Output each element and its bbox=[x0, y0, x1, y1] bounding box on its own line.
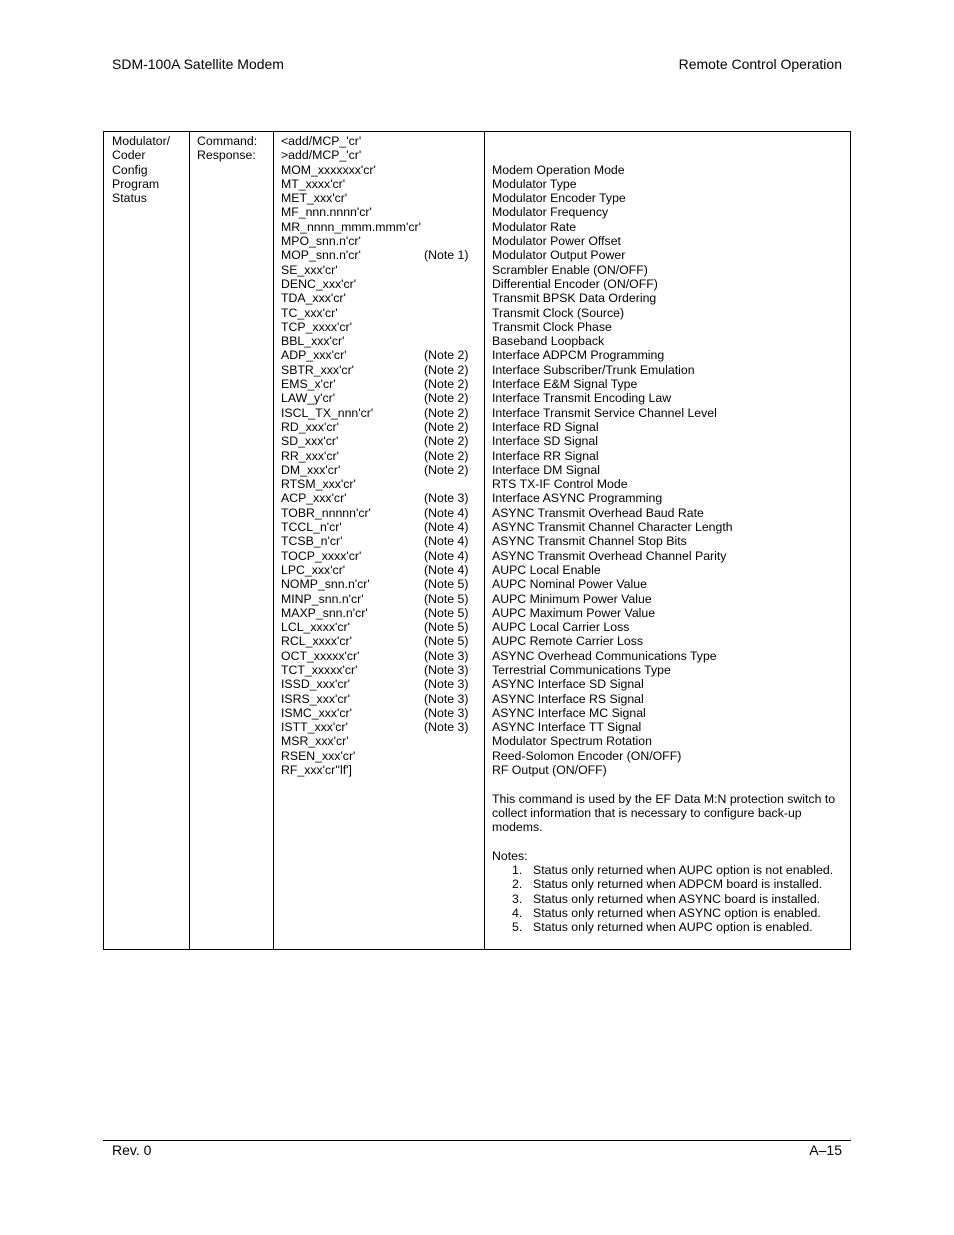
command-text: TCCL_n'cr' bbox=[281, 520, 342, 535]
note-number: 4. bbox=[512, 906, 523, 921]
description-line: AUPC Minimum Power Value bbox=[492, 591, 652, 606]
description-line: Interface Transmit Service Channel Level bbox=[492, 405, 717, 420]
command-note: (Note 3) bbox=[424, 677, 469, 692]
command-row bbox=[281, 134, 476, 148]
command-text: DM_xxx'cr' bbox=[281, 462, 341, 477]
command-row bbox=[281, 205, 476, 219]
kind-label: Response: bbox=[197, 148, 256, 163]
header-title: SDM-100A Satellite Modem bbox=[112, 56, 284, 72]
command-text: TOBR_nnnnn'cr' bbox=[281, 505, 371, 520]
description-line: Interface DM Signal bbox=[492, 462, 600, 477]
description-line bbox=[492, 148, 844, 162]
command-note: (Note 3) bbox=[424, 705, 469, 720]
command-row bbox=[281, 763, 476, 777]
note-text: Status only returned when ASYNC option is enabled. bbox=[533, 906, 821, 921]
command-row bbox=[281, 677, 476, 691]
command-text: DENC_xxx'cr' bbox=[281, 276, 357, 291]
command-text: ADP_xxx'cr' bbox=[281, 348, 347, 363]
description-line: Modulator Spectrum Rotation bbox=[492, 734, 652, 749]
command-text: TOCP_xxxx'cr' bbox=[281, 548, 362, 563]
command-note: (Note 2) bbox=[424, 434, 469, 449]
command-row bbox=[281, 577, 476, 591]
command-text: RF_xxx'cr''lf'] bbox=[281, 763, 352, 778]
command-row bbox=[281, 734, 476, 748]
header-section: Remote Control Operation bbox=[678, 56, 842, 72]
description-line: Terrestrial Communications Type bbox=[492, 662, 671, 677]
command-note: (Note 4) bbox=[424, 520, 469, 535]
command-text: ISTT_xxx'cr' bbox=[281, 720, 348, 735]
description-line bbox=[492, 134, 844, 148]
command-row bbox=[281, 663, 476, 677]
description-line: AUPC Local Carrier Loss bbox=[492, 620, 630, 635]
command-row bbox=[281, 391, 476, 405]
command-text: MINP_snn.n'cr' bbox=[281, 591, 364, 606]
description-line: AUPC Maximum Power Value bbox=[492, 605, 656, 620]
description-line: Modulator Output Power bbox=[492, 248, 626, 263]
command-row bbox=[281, 148, 476, 162]
command-row bbox=[281, 706, 476, 720]
notes-title: Notes: bbox=[492, 848, 528, 863]
column-divider bbox=[484, 132, 485, 949]
description-line: ASYNC Interface TT Signal bbox=[492, 720, 642, 735]
command-text: BBL_xxx'cr' bbox=[281, 334, 345, 349]
command-text: ACP_xxx'cr' bbox=[281, 491, 347, 506]
note-text: Status only returned when AUPC option is not enabled. bbox=[533, 863, 834, 878]
command-note: (Note 2) bbox=[424, 391, 469, 406]
command-note: (Note 5) bbox=[424, 591, 469, 606]
command-note: (Note 3) bbox=[424, 648, 469, 663]
description-line: ASYNC Overhead Communications Type bbox=[492, 648, 717, 663]
note-item bbox=[492, 892, 844, 906]
command-row bbox=[281, 592, 476, 606]
description-line: Interface ADPCM Programming bbox=[492, 348, 665, 363]
note-text: Status only returned when ADPCM board is installed. bbox=[533, 877, 823, 892]
description-line: Interface ASYNC Programming bbox=[492, 491, 663, 506]
description-line: ASYNC Transmit Channel Stop Bits bbox=[492, 534, 687, 549]
description-line: Interface RD Signal bbox=[492, 419, 599, 434]
note-item bbox=[492, 906, 844, 920]
command-row bbox=[281, 191, 476, 205]
note-item bbox=[492, 863, 844, 877]
description-line: Transmit Clock Phase bbox=[492, 319, 612, 334]
commands-column bbox=[281, 134, 476, 777]
description-line: RF Output (ON/OFF) bbox=[492, 763, 607, 778]
command-text: MT_xxxx'cr' bbox=[281, 176, 346, 191]
description-column bbox=[492, 134, 844, 935]
note-text: Status only returned when AUPC option is enabled. bbox=[533, 920, 813, 935]
description-line: ASYNC Transmit Channel Character Length bbox=[492, 520, 733, 535]
kind-column bbox=[197, 134, 275, 163]
command-text: OCT_xxxxx'cr' bbox=[281, 648, 360, 663]
column-divider bbox=[189, 132, 190, 949]
command-row bbox=[281, 749, 476, 763]
command-row bbox=[281, 248, 476, 262]
command-note: (Note 2) bbox=[424, 448, 469, 463]
command-row bbox=[281, 649, 476, 663]
description-line: ASYNC Interface SD Signal bbox=[492, 677, 644, 692]
description-line: Interface RR Signal bbox=[492, 448, 599, 463]
parameter-line: Modulator/ bbox=[112, 134, 171, 148]
command-row bbox=[281, 420, 476, 434]
command-text: MOM_xxxxxxx'cr' bbox=[281, 162, 376, 177]
command-note: (Note 4) bbox=[424, 534, 469, 549]
description-line: Transmit Clock (Source) bbox=[492, 305, 625, 320]
description-line: Modulator Rate bbox=[492, 219, 577, 234]
command-row bbox=[281, 563, 476, 577]
command-note: (Note 3) bbox=[424, 720, 469, 735]
command-text: ISRS_xxx'cr' bbox=[281, 691, 350, 706]
command-row bbox=[281, 720, 476, 734]
description-line: AUPC Remote Carrier Loss bbox=[492, 634, 644, 649]
description-line: ASYNC Interface RS Signal bbox=[492, 691, 644, 706]
description-line: Scrambler Enable (ON/OFF) bbox=[492, 262, 648, 277]
command-text: TC_xxx'cr' bbox=[281, 305, 338, 320]
command-note: (Note 2) bbox=[424, 405, 469, 420]
command-text: RTSM_xxx'cr' bbox=[281, 477, 356, 492]
command-row bbox=[281, 491, 476, 505]
command-text: EMS_x'cr' bbox=[281, 377, 336, 392]
description-paragraph: This command is used by the EF Data M:N protection switch to collect information that is necessary to configure back-up modems. bbox=[492, 791, 836, 835]
description-line: Reed-Solomon Encoder (ON/OFF) bbox=[492, 748, 682, 763]
command-text: MAXP_snn.n'cr' bbox=[281, 605, 368, 620]
command-row bbox=[281, 234, 476, 248]
note-number: 1. bbox=[512, 863, 523, 878]
footer-rule bbox=[103, 1140, 851, 1141]
description-line: ASYNC Transmit Overhead Baud Rate bbox=[492, 505, 704, 520]
command-table bbox=[103, 131, 851, 950]
command-row bbox=[281, 634, 476, 648]
command-note: (Note 3) bbox=[424, 491, 469, 506]
note-item bbox=[492, 920, 844, 934]
note-number: 2. bbox=[512, 877, 523, 892]
description-line: AUPC Local Enable bbox=[492, 562, 601, 577]
command-row bbox=[281, 348, 476, 362]
description-line: AUPC Nominal Power Value bbox=[492, 577, 647, 592]
description-line: ASYNC Interface MC Signal bbox=[492, 705, 646, 720]
command-note: (Note 2) bbox=[424, 419, 469, 434]
description-line: Interface E&M Signal Type bbox=[492, 377, 638, 392]
command-note: (Note 2) bbox=[424, 462, 469, 477]
command-note: (Note 1) bbox=[424, 248, 469, 263]
command-text: LPC_xxx'cr' bbox=[281, 562, 346, 577]
command-text: TCT_xxxxx'cr' bbox=[281, 662, 358, 677]
description-line: Modulator Power Offset bbox=[492, 234, 621, 249]
description-line: Baseband Loopback bbox=[492, 334, 605, 349]
command-row bbox=[281, 177, 476, 191]
note-number: 5. bbox=[512, 920, 523, 935]
command-row bbox=[281, 449, 476, 463]
command-note: (Note 3) bbox=[424, 691, 469, 706]
command-row bbox=[281, 549, 476, 563]
parameter-line: Config bbox=[112, 162, 148, 177]
command-note: (Note 4) bbox=[424, 505, 469, 520]
command-row bbox=[281, 506, 476, 520]
command-note: (Note 4) bbox=[424, 548, 469, 563]
command-text: <add/MCP_'cr' bbox=[281, 134, 362, 148]
command-text: SBTR_xxx'cr' bbox=[281, 362, 355, 377]
command-note: (Note 4) bbox=[424, 562, 469, 577]
description-line: RTS TX-IF Control Mode bbox=[492, 477, 628, 492]
command-text: ISCL_TX_nnn'cr' bbox=[281, 405, 374, 420]
note-number: 3. bbox=[512, 891, 523, 906]
command-text: ISMC_xxx'cr' bbox=[281, 705, 352, 720]
command-note: (Note 2) bbox=[424, 362, 469, 377]
command-text: MR_nnnn_mmm.mmm'cr' bbox=[281, 219, 421, 234]
kind-label: Command: bbox=[197, 134, 258, 148]
command-text: ISSD_xxx'cr' bbox=[281, 677, 350, 692]
command-text: RR_xxx'cr' bbox=[281, 448, 339, 463]
command-row bbox=[281, 406, 476, 420]
command-text: LCL_xxxx'cr' bbox=[281, 620, 350, 635]
command-text: RD_xxx'cr' bbox=[281, 419, 339, 434]
command-text: MPO_snn.n'cr' bbox=[281, 234, 361, 249]
command-text: NOMP_snn.n'cr' bbox=[281, 577, 370, 592]
description-line: Modulator Frequency bbox=[492, 205, 609, 220]
command-row bbox=[281, 320, 476, 334]
command-note: (Note 2) bbox=[424, 348, 469, 363]
command-text: LAW_y'cr' bbox=[281, 391, 336, 406]
footer-revision: Rev. 0 bbox=[112, 1142, 152, 1158]
command-row bbox=[281, 277, 476, 291]
command-row bbox=[281, 620, 476, 634]
command-row bbox=[281, 306, 476, 320]
command-note: (Note 5) bbox=[424, 620, 469, 635]
command-text: SE_xxx'cr' bbox=[281, 262, 338, 277]
command-note: (Note 5) bbox=[424, 577, 469, 592]
command-text: RSEN_xxx'cr' bbox=[281, 748, 356, 763]
page-number: A–15 bbox=[809, 1142, 842, 1158]
command-text: MSR_xxx'cr' bbox=[281, 734, 349, 749]
command-text: MF_nnn.nnnn'cr' bbox=[281, 205, 372, 220]
command-text: TCSB_n'cr' bbox=[281, 534, 343, 549]
note-item bbox=[492, 877, 844, 891]
command-text: MOP_snn.n'cr' bbox=[281, 248, 361, 263]
command-row bbox=[281, 477, 476, 491]
description-line: Modulator Type bbox=[492, 176, 577, 191]
parameter-line: Coder bbox=[112, 148, 146, 163]
note-text: Status only returned when ASYNC board is installed. bbox=[533, 891, 821, 906]
description-line: Interface Subscriber/Trunk Emulation bbox=[492, 362, 695, 377]
command-row bbox=[281, 434, 476, 448]
command-note: (Note 3) bbox=[424, 662, 469, 677]
description-line: Interface Transmit Encoding Law bbox=[492, 391, 672, 406]
command-row bbox=[281, 291, 476, 305]
command-row bbox=[281, 363, 476, 377]
command-note: (Note 5) bbox=[424, 634, 469, 649]
parameter-column bbox=[112, 134, 192, 205]
command-row bbox=[281, 220, 476, 234]
description-line: Differential Encoder (ON/OFF) bbox=[492, 276, 658, 291]
description-line: Transmit BPSK Data Ordering bbox=[492, 291, 657, 306]
parameter-line: Program bbox=[112, 176, 160, 191]
command-row bbox=[281, 377, 476, 391]
command-row bbox=[281, 463, 476, 477]
description-line: Modulator Encoder Type bbox=[492, 191, 626, 206]
command-text: TDA_xxx'cr' bbox=[281, 291, 346, 306]
column-divider bbox=[273, 132, 274, 949]
command-text: RCL_xxxx'cr' bbox=[281, 634, 352, 649]
command-note: (Note 2) bbox=[424, 377, 469, 392]
description-line: Modem Operation Mode bbox=[492, 162, 625, 177]
command-text: SD_xxx'cr' bbox=[281, 434, 339, 449]
command-text: MET_xxx'cr' bbox=[281, 191, 348, 206]
command-text: TCP_xxxx'cr' bbox=[281, 319, 352, 334]
description-line: ASYNC Transmit Overhead Channel Parity bbox=[492, 548, 727, 563]
command-note: (Note 5) bbox=[424, 605, 469, 620]
command-row bbox=[281, 263, 476, 277]
command-row bbox=[281, 606, 476, 620]
command-text: >add/MCP_'cr' bbox=[281, 148, 362, 163]
parameter-line: Status bbox=[112, 191, 147, 206]
command-row bbox=[281, 692, 476, 706]
command-row bbox=[281, 520, 476, 534]
description-line: Interface SD Signal bbox=[492, 434, 598, 449]
command-row bbox=[281, 534, 476, 548]
command-row bbox=[281, 334, 476, 348]
command-row bbox=[281, 163, 476, 177]
